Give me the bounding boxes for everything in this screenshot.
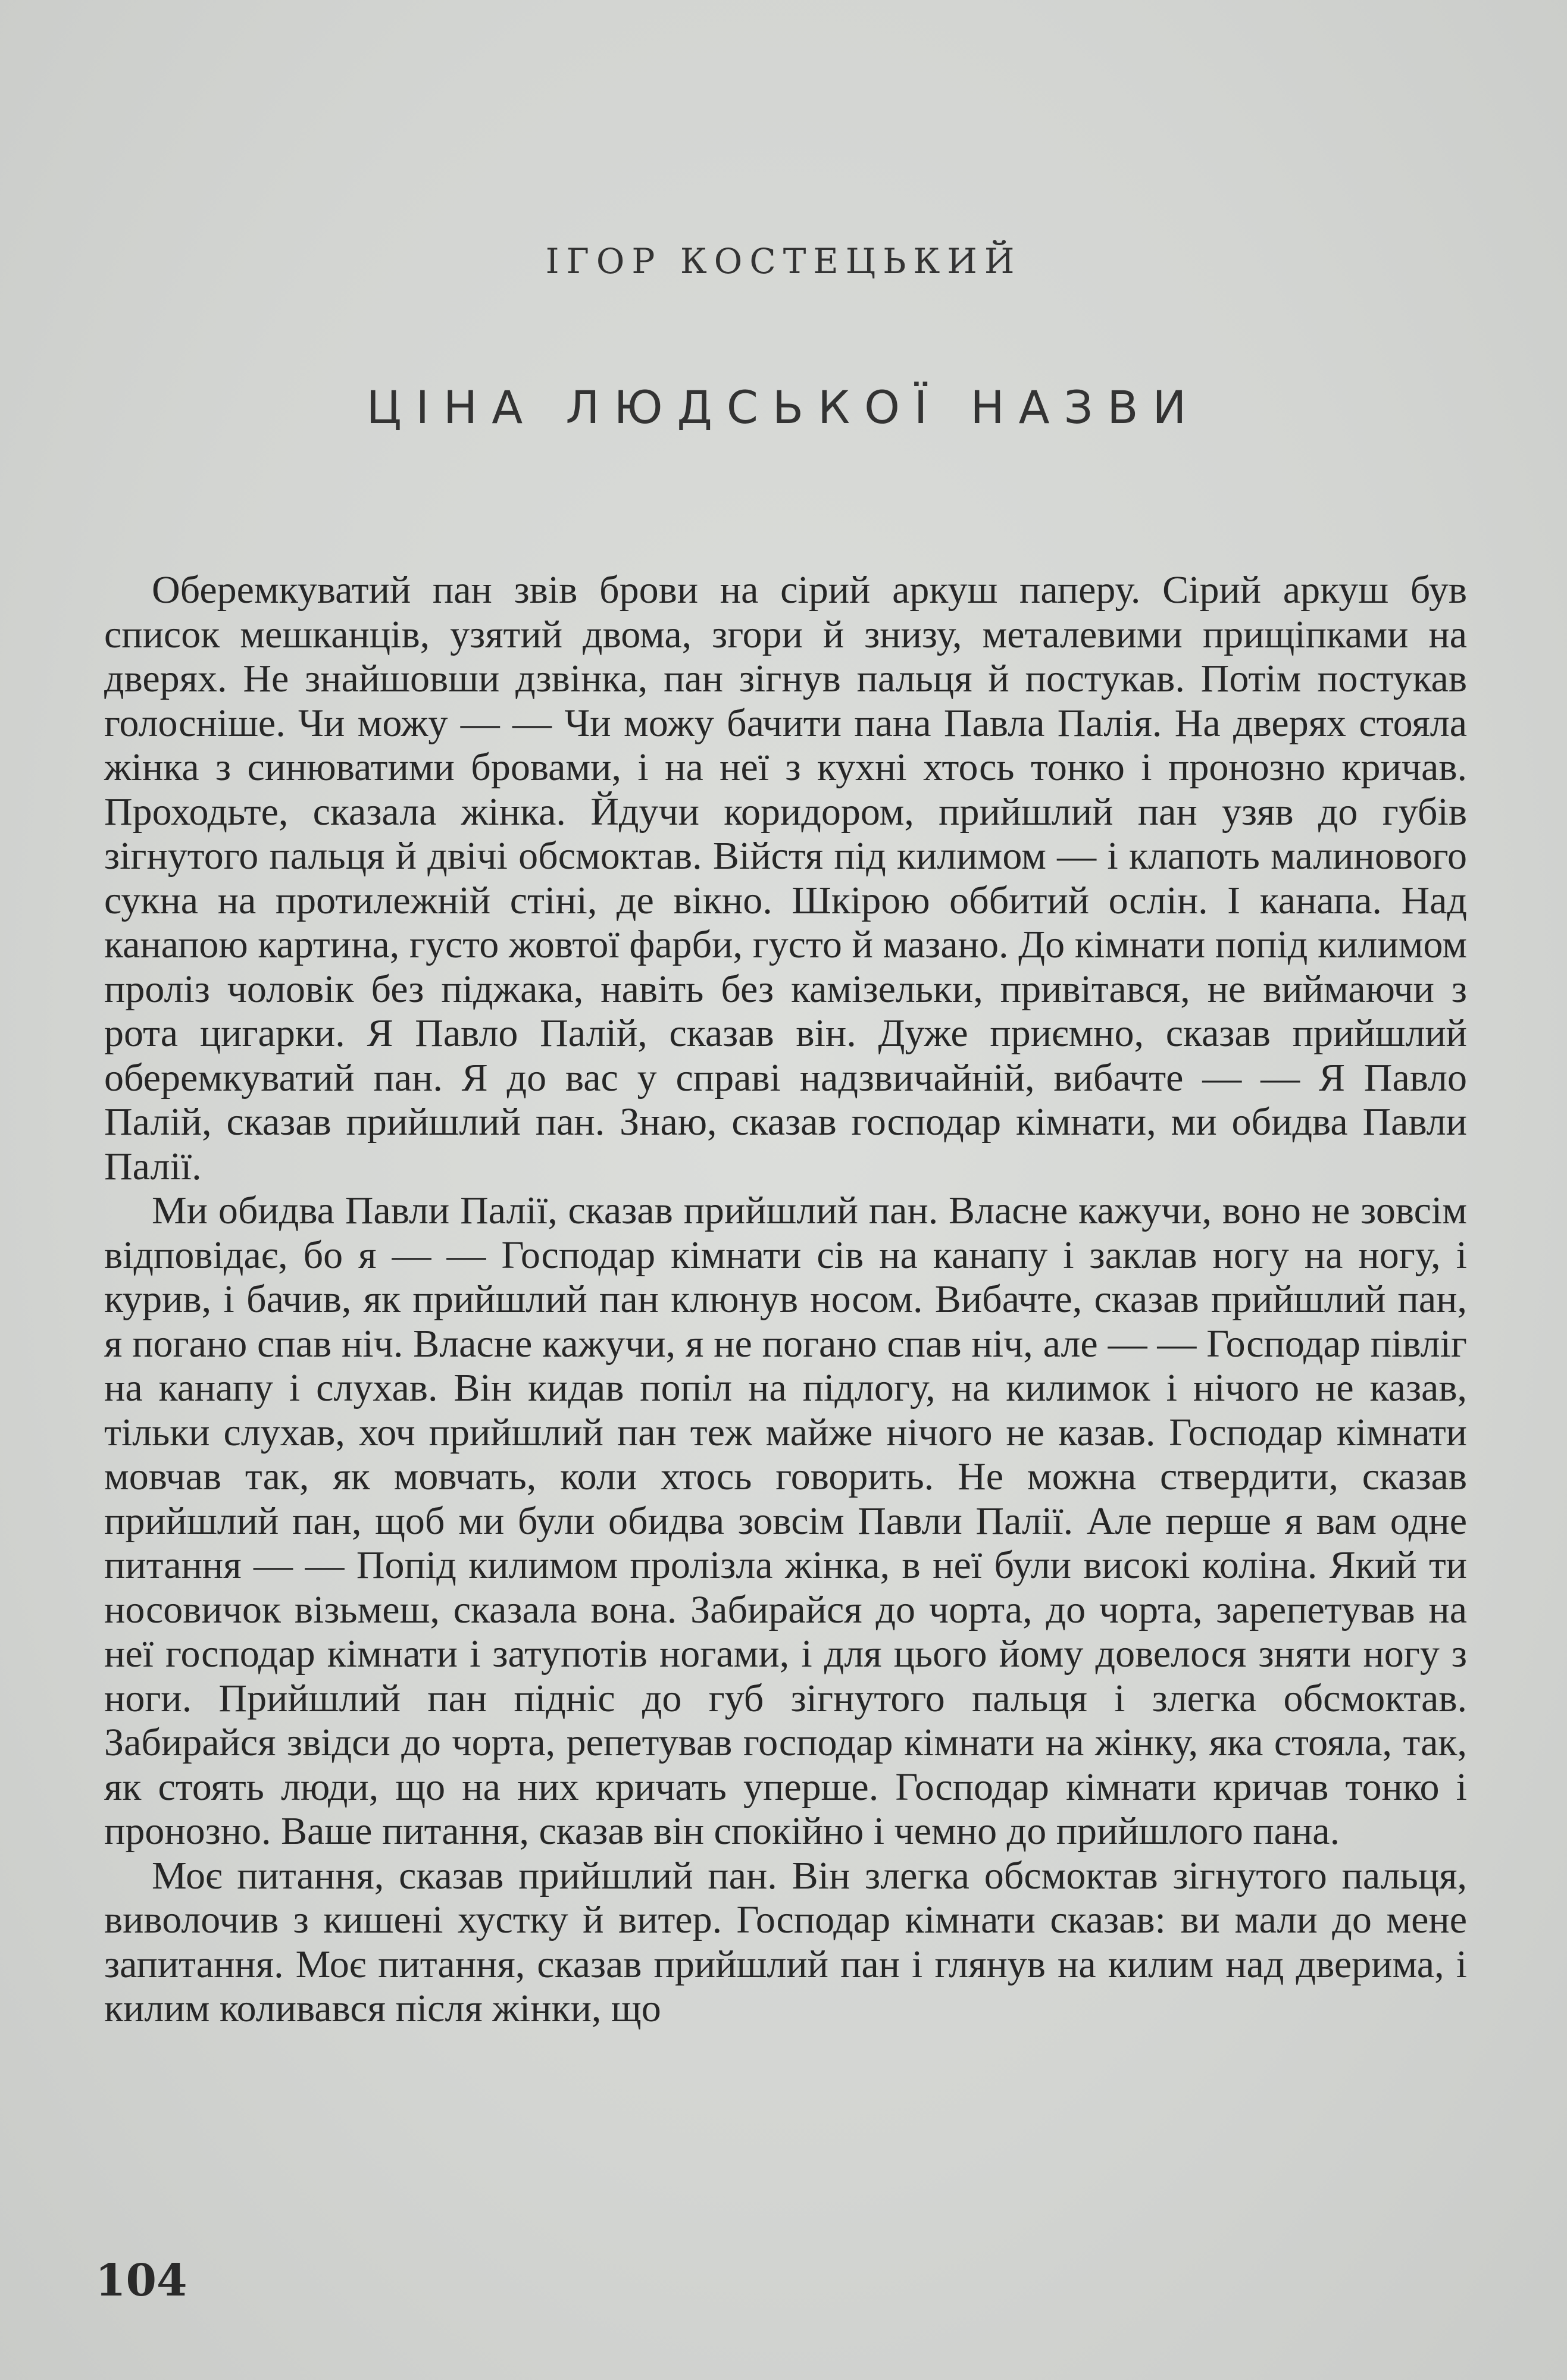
- page-number: 104: [95, 2255, 187, 2306]
- author-name: ІГОР КОСТЕЦЬКИЙ: [545, 241, 1022, 281]
- story-title: ЦІНА ЛЮДСЬКОЇ НАЗВИ: [366, 381, 1201, 434]
- paragraph-3: Моє питання, сказав прийшлий пан. Він злегка обсмоктав зігнутого пальця, виволочив з кишені хустку й витер. Господар кімнати сказав: ви мали до мене запитання. Моє питання, сказав прийшлий пан і глянув на килим над дверима, і килим коливався після жінки, що: [104, 1853, 1467, 2030]
- story-body: [104, 568, 1467, 2031]
- paragraph-2: Ми обидва Павли Палії, сказав прийшлий пан. Власне кажучи, воно не зовсім відповідає, бо я — — Господар кімнати сів на канапу і заклав ногу на ногу, і курив, і бачив, як прийшлий пан клюнув носом. Вибачте, сказав прийшлий пан, я погано спав ніч. Власне кажучи, я не погано спав ніч, але — — Господар півліг на канапу і слухав. Він кидав попіл на підлогу, на килимок і нічого не казав, тільки слухав, хоч прийшлий пан теж майже нічого не казав. Господар кімнати мовчав так, як мовчать, коли хтось говорить. Не можна ствердити, сказав прийшлий пан, щоб ми були обидва зовсім Павли Палії. Але перше я вам одне питання — — Попід килимом пролізла жінка, в неї були високі коліна. Який ти носовичок візьмеш, сказала вона. Забирайся до чорта, до чорта, зарепетував на неї господар кімнати і затупотів ногами, і для цього йому довелося зняти ногу з ноги. Прийшлий пан підніс до губ зігнутого пальця і злегка обсмоктав. Забирайся звідси до чорта, репетував господар кімнати на жінку, яка стояла, так, як стоять люди, що на них кричать уперше. Господар кімнати кричав тонко і пронозно. Ваше питання, сказав він спокійно і чемно до прийшлого пана.: [104, 1189, 1467, 1853]
- paragraph-1: Оберемкуватий пан звів брови на сірий аркуш паперу. Сірий аркуш був список мешканців, узятий двома, згори й знизу, металевими прищіпками на дверях. Не знайшовши дзвінка, пан зігнув пальця й постукав. Потім постукав голосніше. Чи можу — — Чи можу бачити пана Павла Палія. На дверях стояла жінка з синюватими бровами, і на неї з кухні хтось тонко і пронозно кричав. Проходьте, сказала жінка. Йдучи коридором, прийшлий пан узяв до губів зігнутого пальця й двічі обсмоктав. Війстя під килимом — і клапоть малинового сукна на протилежній стіні, де вікно. Шкірою оббитий ослін. І канапа. Над канапою картина, густо жовтої фарби, густо й мазано. До кімнати попід килимом проліз чоловік без піджака, навіть без камізельки, привітався, не виймаючи з рота цигарки. Я Павло Палій, сказав він. Дуже приємно, сказав прийшлий оберемкуватий пан. Я до вас у справі надзвичайній, вибачте — — Я Павло Палій, сказав прийшлий пан. Знаю, сказав господар кімнати, ми обидва Павли Палії.: [104, 568, 1467, 1188]
